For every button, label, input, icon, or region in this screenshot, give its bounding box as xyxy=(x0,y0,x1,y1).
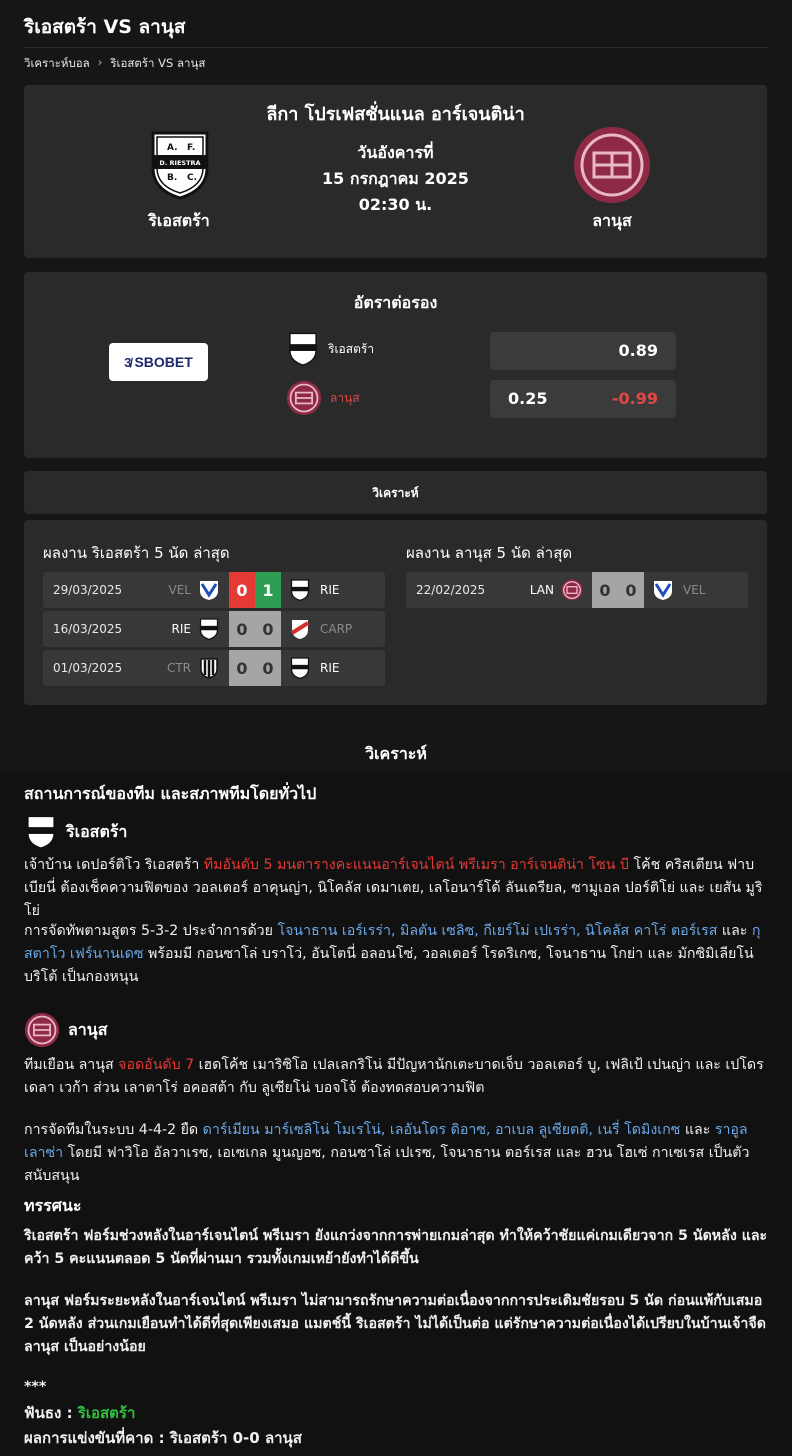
pick-label: ฟันธง : xyxy=(24,1404,78,1422)
form-date: 29/03/2025 xyxy=(53,583,123,597)
form-team-left: CTR xyxy=(166,661,191,675)
verdict-paragraph-2: ลานุส ฟอร์มระยะหลังในอาร์เจนไตน์ พรีเมรา ไม่สามารถรักษาความต่อเนื่องจากการประเดิมชัยรอบ 5 นัด ก่อนแพ้กับเสมอ 2 นัดหลัง ส่วนเกมเยือนทำได้ดีที่สุดเพียงเสมอ แมตช์นี้ ริเอสตร้า ไม่ได้เป็นต่อ แต่รักษาความต่อเนื่องได้เปรียบในบ้านเจ้าจืด ลานุส เป็นอย่างน้อย xyxy=(24,1293,766,1355)
verdict-paragraph-1: ริเอสตร้า ฟอร์มช่วงหลังในอาร์เจนไตน์ พรีเมรา ยังแกว่งจากการพ่ายเกมล่าสุด ทำให้คว้าชัยแค่เกมเดียวจาก 5 นัดหลัง และคว้า 5 คะแนนตลอด 5 นัดที่ผ่านมา รวมทั้งเกมเหย้ายังทำได้ดีขึ้น xyxy=(24,1228,768,1267)
breadcrumb xyxy=(24,55,205,73)
riestra-small-crest-icon xyxy=(286,332,320,366)
odds-home-box[interactable] xyxy=(490,332,676,370)
central-cordoba-crest-icon xyxy=(198,657,220,679)
match-card xyxy=(24,85,767,258)
crest-text: D. RIESTRA xyxy=(159,159,201,167)
text-segment: และ xyxy=(717,923,752,939)
article-away-team-header xyxy=(24,1012,108,1048)
form-score-right: 0 xyxy=(255,650,281,686)
odds-away-box[interactable] xyxy=(490,380,676,418)
player-link[interactable]: ดาร์เมียน มาร์เซลิโน่ โมเรโน่, เลอันโดร ดิอาซ, อาเบล ลูเซียตติ, เนรี่ โดมิงเกซ xyxy=(202,1122,681,1138)
odds-home-price: 0.89 xyxy=(618,341,658,360)
lanus-small-crest-icon xyxy=(286,380,322,416)
match-date: 15 กรกฎาคม 2025 xyxy=(322,169,469,188)
odds-away-label: ลานุส xyxy=(330,390,360,405)
crest-text: B. xyxy=(167,173,178,183)
lanus-crest-icon xyxy=(572,125,642,195)
crest-text: C. xyxy=(187,173,198,183)
match-day: วันอังคารที่ xyxy=(357,143,434,162)
odds-card xyxy=(24,272,767,458)
text-highlight: ทีมอันดับ 5 มนตารางคะแนนอาร์เจนไตน์ พรีเมรา อาร์เจนติน่า โซน บี xyxy=(203,857,629,873)
league-name: ลีกา โปรเฟสชั่นแนล อาร์เจนติน่า xyxy=(266,104,525,125)
form-score-right: 0 xyxy=(618,572,644,608)
sbobet-mark-icon: 3̸ xyxy=(124,354,132,370)
article-away-team-name: ลานุส xyxy=(68,1019,108,1039)
form-row[interactable] xyxy=(43,650,385,686)
text-highlight: จอดอันดับ 7 xyxy=(118,1057,195,1073)
match-time: 02:30 น. xyxy=(358,195,433,214)
pick-value: ริเอสตร้า xyxy=(77,1404,136,1422)
away-form-title: ผลงาน ลานุส 5 นัด ล่าสุด xyxy=(406,544,573,562)
prediction-line xyxy=(24,1427,769,1450)
home-team-name: ริเอสตร้า xyxy=(148,211,210,230)
odds-away-price: -0.99 xyxy=(611,389,658,408)
form-team-left: RIE xyxy=(171,622,191,636)
riestra-crest-icon xyxy=(24,814,58,850)
form-date: 16/03/2025 xyxy=(53,622,123,636)
form-score-right: 1 xyxy=(255,572,281,608)
player-link[interactable]: ราอูล เลาซ่า xyxy=(24,1122,748,1161)
riestra-crest-icon xyxy=(145,130,215,200)
away-team-name: ลานุส xyxy=(592,211,632,230)
away-team-paragraph-2 xyxy=(24,1119,769,1188)
odds-handicap: 0.25 xyxy=(508,389,548,408)
form-score-right: 0 xyxy=(255,611,281,647)
form-date: 22/02/2025 xyxy=(416,583,486,597)
verdict-title: ทรรศนะ xyxy=(24,1196,82,1215)
odds-title: อัตราต่อรอง xyxy=(353,293,438,312)
river-plate-crest-icon xyxy=(289,618,311,640)
article-body xyxy=(0,772,792,1456)
odds-home-label: ริเอสตร้า xyxy=(328,341,375,356)
form-score-left: 0 xyxy=(229,572,255,608)
text-segment: การจัดทัพตามสูตร 5-3-2 ประจำการด้วย xyxy=(24,923,278,939)
home-team-paragraph-1 xyxy=(24,854,769,923)
crest-text: A. xyxy=(167,143,178,153)
bookmaker-name: SBOBET xyxy=(134,354,193,370)
form-score-left: 0 xyxy=(592,572,618,608)
odds-away-team xyxy=(286,380,360,416)
player-link[interactable]: กุสตาโว เฟร์นานเดซ xyxy=(24,923,761,962)
match-datetime xyxy=(274,140,517,218)
article-home-team-name: ริเอสตร้า xyxy=(66,821,128,841)
form-date: 01/03/2025 xyxy=(53,661,123,675)
form-team-right: CARP xyxy=(320,622,353,636)
away-team-paragraph-1 xyxy=(24,1054,769,1100)
text-segment: โดยมี ฟาวิโอ อัลวาเรซ, เอเซเกล มูนญอซ, กอนซาโล่ เปเรซ, โจนาธาน ตอร์เรส และ ฮวน โฮเซ่ กาเซเรส เป็นตัวสนับสนุน xyxy=(24,1145,750,1184)
text-segment: เจ้าบ้าน เดปอร์ติโว ริเอสตร้า xyxy=(24,857,204,873)
text-segment: เฮดโค้ช เมาริซิโอ เปลเลกริโน่ มีปัญหานักเตะบาดเจ็บ วอลเตอร์ บู, เฟลิเป้ เปนญ่า และ เปโดร เดลา เวก้า ส่วน เลาตาโร่ อคอสต้า กับ ลูเซียโน่ บอจโจ้ ต้องทดสอบความฟิต xyxy=(24,1057,764,1096)
sbobet-logo[interactable] xyxy=(109,343,208,381)
form-score-left: 0 xyxy=(229,611,255,647)
title-divider xyxy=(24,47,768,48)
odds-home-team xyxy=(286,332,374,366)
page-title: ริเอสตร้า VS ลานุส xyxy=(24,16,186,38)
form-score-left: 0 xyxy=(229,650,255,686)
velez-crest-icon xyxy=(652,579,674,601)
form-row[interactable] xyxy=(43,611,385,647)
situation-title: สถานการณ์ของทีม และสภาพทีมโดยทั่วไป xyxy=(24,784,317,803)
home-team-paragraph-2 xyxy=(24,920,769,989)
breadcrumb-item-current: ริเอสตร้า VS ลานุส xyxy=(110,56,206,70)
tab-analysis[interactable] xyxy=(24,471,767,514)
stars-separator: *** xyxy=(24,1379,47,1395)
form-team-right: RIE xyxy=(320,583,340,597)
recent-form-card xyxy=(24,520,767,705)
player-link[interactable]: โจนาธาน เอร์เรร่า, มิลตัน เซลิซ, กีเยร์โม่ เปเรร่า, นิโคลัส คาโร่ ตอร์เรส xyxy=(277,923,718,939)
tab-analysis-label: วิเคราะห์ xyxy=(372,486,419,500)
text-segment: และ xyxy=(680,1122,715,1138)
velez-crest-icon xyxy=(198,579,220,601)
article-heading: วิเคราะห์ xyxy=(365,744,427,763)
article-home-team-header xyxy=(24,814,127,850)
crest-text: F. xyxy=(187,143,196,153)
form-row[interactable] xyxy=(406,572,748,608)
breadcrumb-separator: › xyxy=(97,55,103,69)
prediction-label: ผลการแข่งขันที่คาด : xyxy=(24,1429,170,1447)
form-team-left: VEL xyxy=(168,583,191,597)
riestra-crest-icon xyxy=(289,657,311,679)
text-segment: การจัดทีมในระบบ 4-4-2 ยืด xyxy=(24,1122,203,1138)
home-form-title: ผลงาน ริเอสตร้า 5 นัด ล่าสุด xyxy=(43,544,230,562)
lanus-crest-icon xyxy=(561,579,583,601)
riestra-crest-icon xyxy=(198,618,220,640)
text-segment: พร้อมมี กอนซาโล่ บราโว่, อันโตนี่ อลอนโซ่, วอลเตอร์ โรดริเกซ, โจนาธาน โกย่า และ มักซิมิเลียโน่ บริโต้ เป็นกองหนุน xyxy=(24,946,754,985)
text-segment: โค้ช คริสเตียน ฟาบเบียนี่ ต้องเช็คความฟิตของ วอลเตอร์ อาคุนญ่า, นิโคลัส เดมาเตย, เลโอนาร์โด้ ลันเดรียล, ซามูเอล ปอร์ติโย่ และ เยสัน มูริโย่ xyxy=(24,857,763,919)
pick-line xyxy=(24,1402,769,1425)
riestra-crest-icon xyxy=(289,579,311,601)
form-team-left: LAN xyxy=(529,583,554,597)
prediction-value: ริเอสตร้า 0-0 ลานุส xyxy=(169,1429,302,1447)
lanus-crest-icon xyxy=(24,1012,60,1048)
form-row[interactable] xyxy=(43,572,385,608)
breadcrumb-item-analysis[interactable]: วิเคราะห์บอล xyxy=(24,56,90,70)
text-segment: ทีมเยือน ลานุส xyxy=(24,1057,119,1073)
form-team-right: RIE xyxy=(320,661,340,675)
form-team-right: VEL xyxy=(683,583,706,597)
